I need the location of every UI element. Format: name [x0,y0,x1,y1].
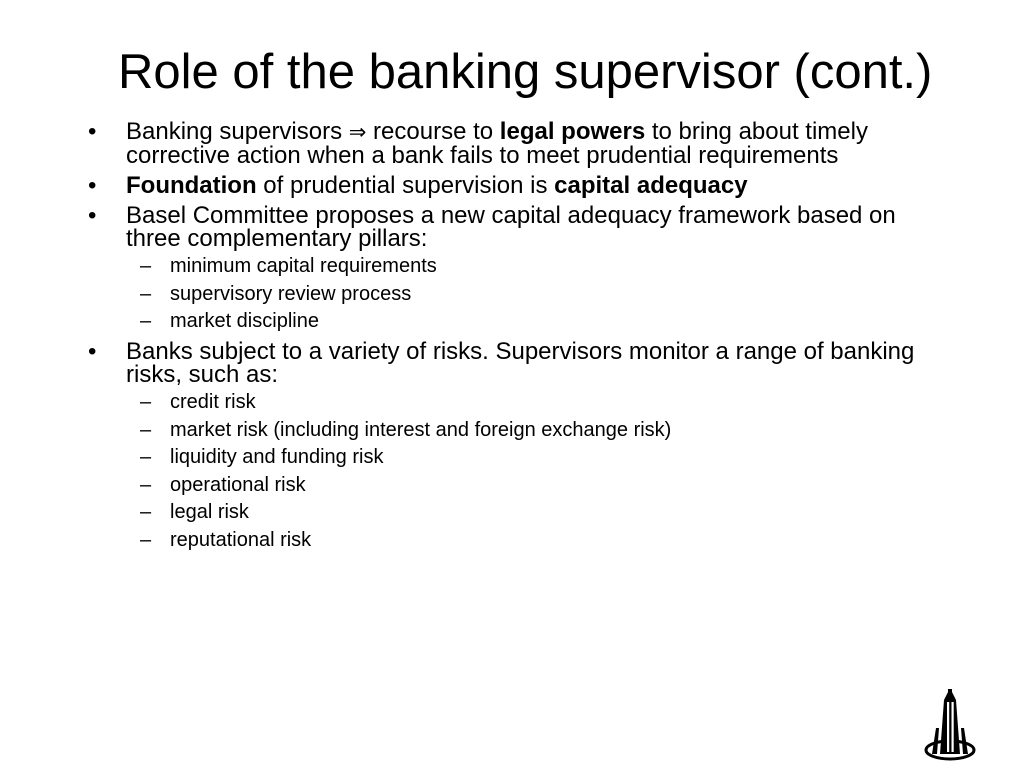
item-text-part: Banking supervisors [126,118,349,145]
dash-marker: – [140,473,152,496]
sub-bullet-item [126,419,952,442]
item-text [126,172,748,199]
sub-bullet-item [126,529,952,552]
sub-bullet-item [126,474,952,497]
building-logo-icon [922,688,978,762]
bullet-marker: • [88,338,97,365]
dash-marker: – [140,282,152,305]
item-text [126,118,868,169]
bullet-item [82,204,952,333]
sub-bullet-list [82,255,952,333]
item-text-part: to bring about timely corrective action when a bank fails to meet prudential requirements [126,118,868,169]
sub-item-text: legal risk [170,501,249,523]
emphasis-foundation: Foundation [126,172,257,199]
emphasis-legal-powers: legal powers [499,118,646,145]
sub-item-text: operational risk [170,473,306,496]
item-text-part: of prudential supervision is [256,172,555,199]
bullet-marker: • [88,172,97,199]
slide-title: Role of the banking supervisor (cont.) [118,45,933,99]
dash-marker: – [140,501,152,523]
sub-bullet-item [126,310,952,333]
sub-item-text: credit risk [170,391,256,413]
dash-marker: – [140,255,152,277]
sub-bullet-item [126,501,952,524]
item-text: Basel Committee proposes a new capital adequacy framework based on three complementary pillars: [126,202,896,252]
item-text: Banks subject to a variety of risks. Supervisors monitor a range of banking risks, such as: [126,338,915,388]
sub-item-text: market discipline [170,310,319,332]
sub-item-text: minimum capital requirements [170,255,437,277]
sub-bullet-item [126,283,952,306]
sub-item-text: supervisory review process [170,282,412,305]
item-text-part: recourse to [366,118,500,145]
bullet-item [82,174,952,197]
dash-marker: – [140,528,152,551]
dash-marker: – [140,418,152,441]
implies-arrow: ⇒ [348,120,367,144]
sub-bullet-item [126,391,952,414]
bullet-item [82,120,952,167]
bullet-item [82,340,952,552]
sub-bullet-item [126,255,952,278]
emphasis-capital-adequacy: capital adequacy [554,172,748,199]
bullet-list [82,120,952,559]
sub-bullet-item [126,446,952,469]
sub-item-text: liquidity and funding risk [170,446,384,468]
sub-item-text: reputational risk [170,528,312,551]
dash-marker: – [140,391,152,413]
dash-marker: – [140,310,152,332]
sub-item-text: market risk (including interest and foreign exchange risk) [170,418,672,441]
dash-marker: – [140,446,152,468]
bullet-marker: • [88,202,97,229]
bullet-marker: • [88,118,97,145]
sub-bullet-list [82,391,952,552]
